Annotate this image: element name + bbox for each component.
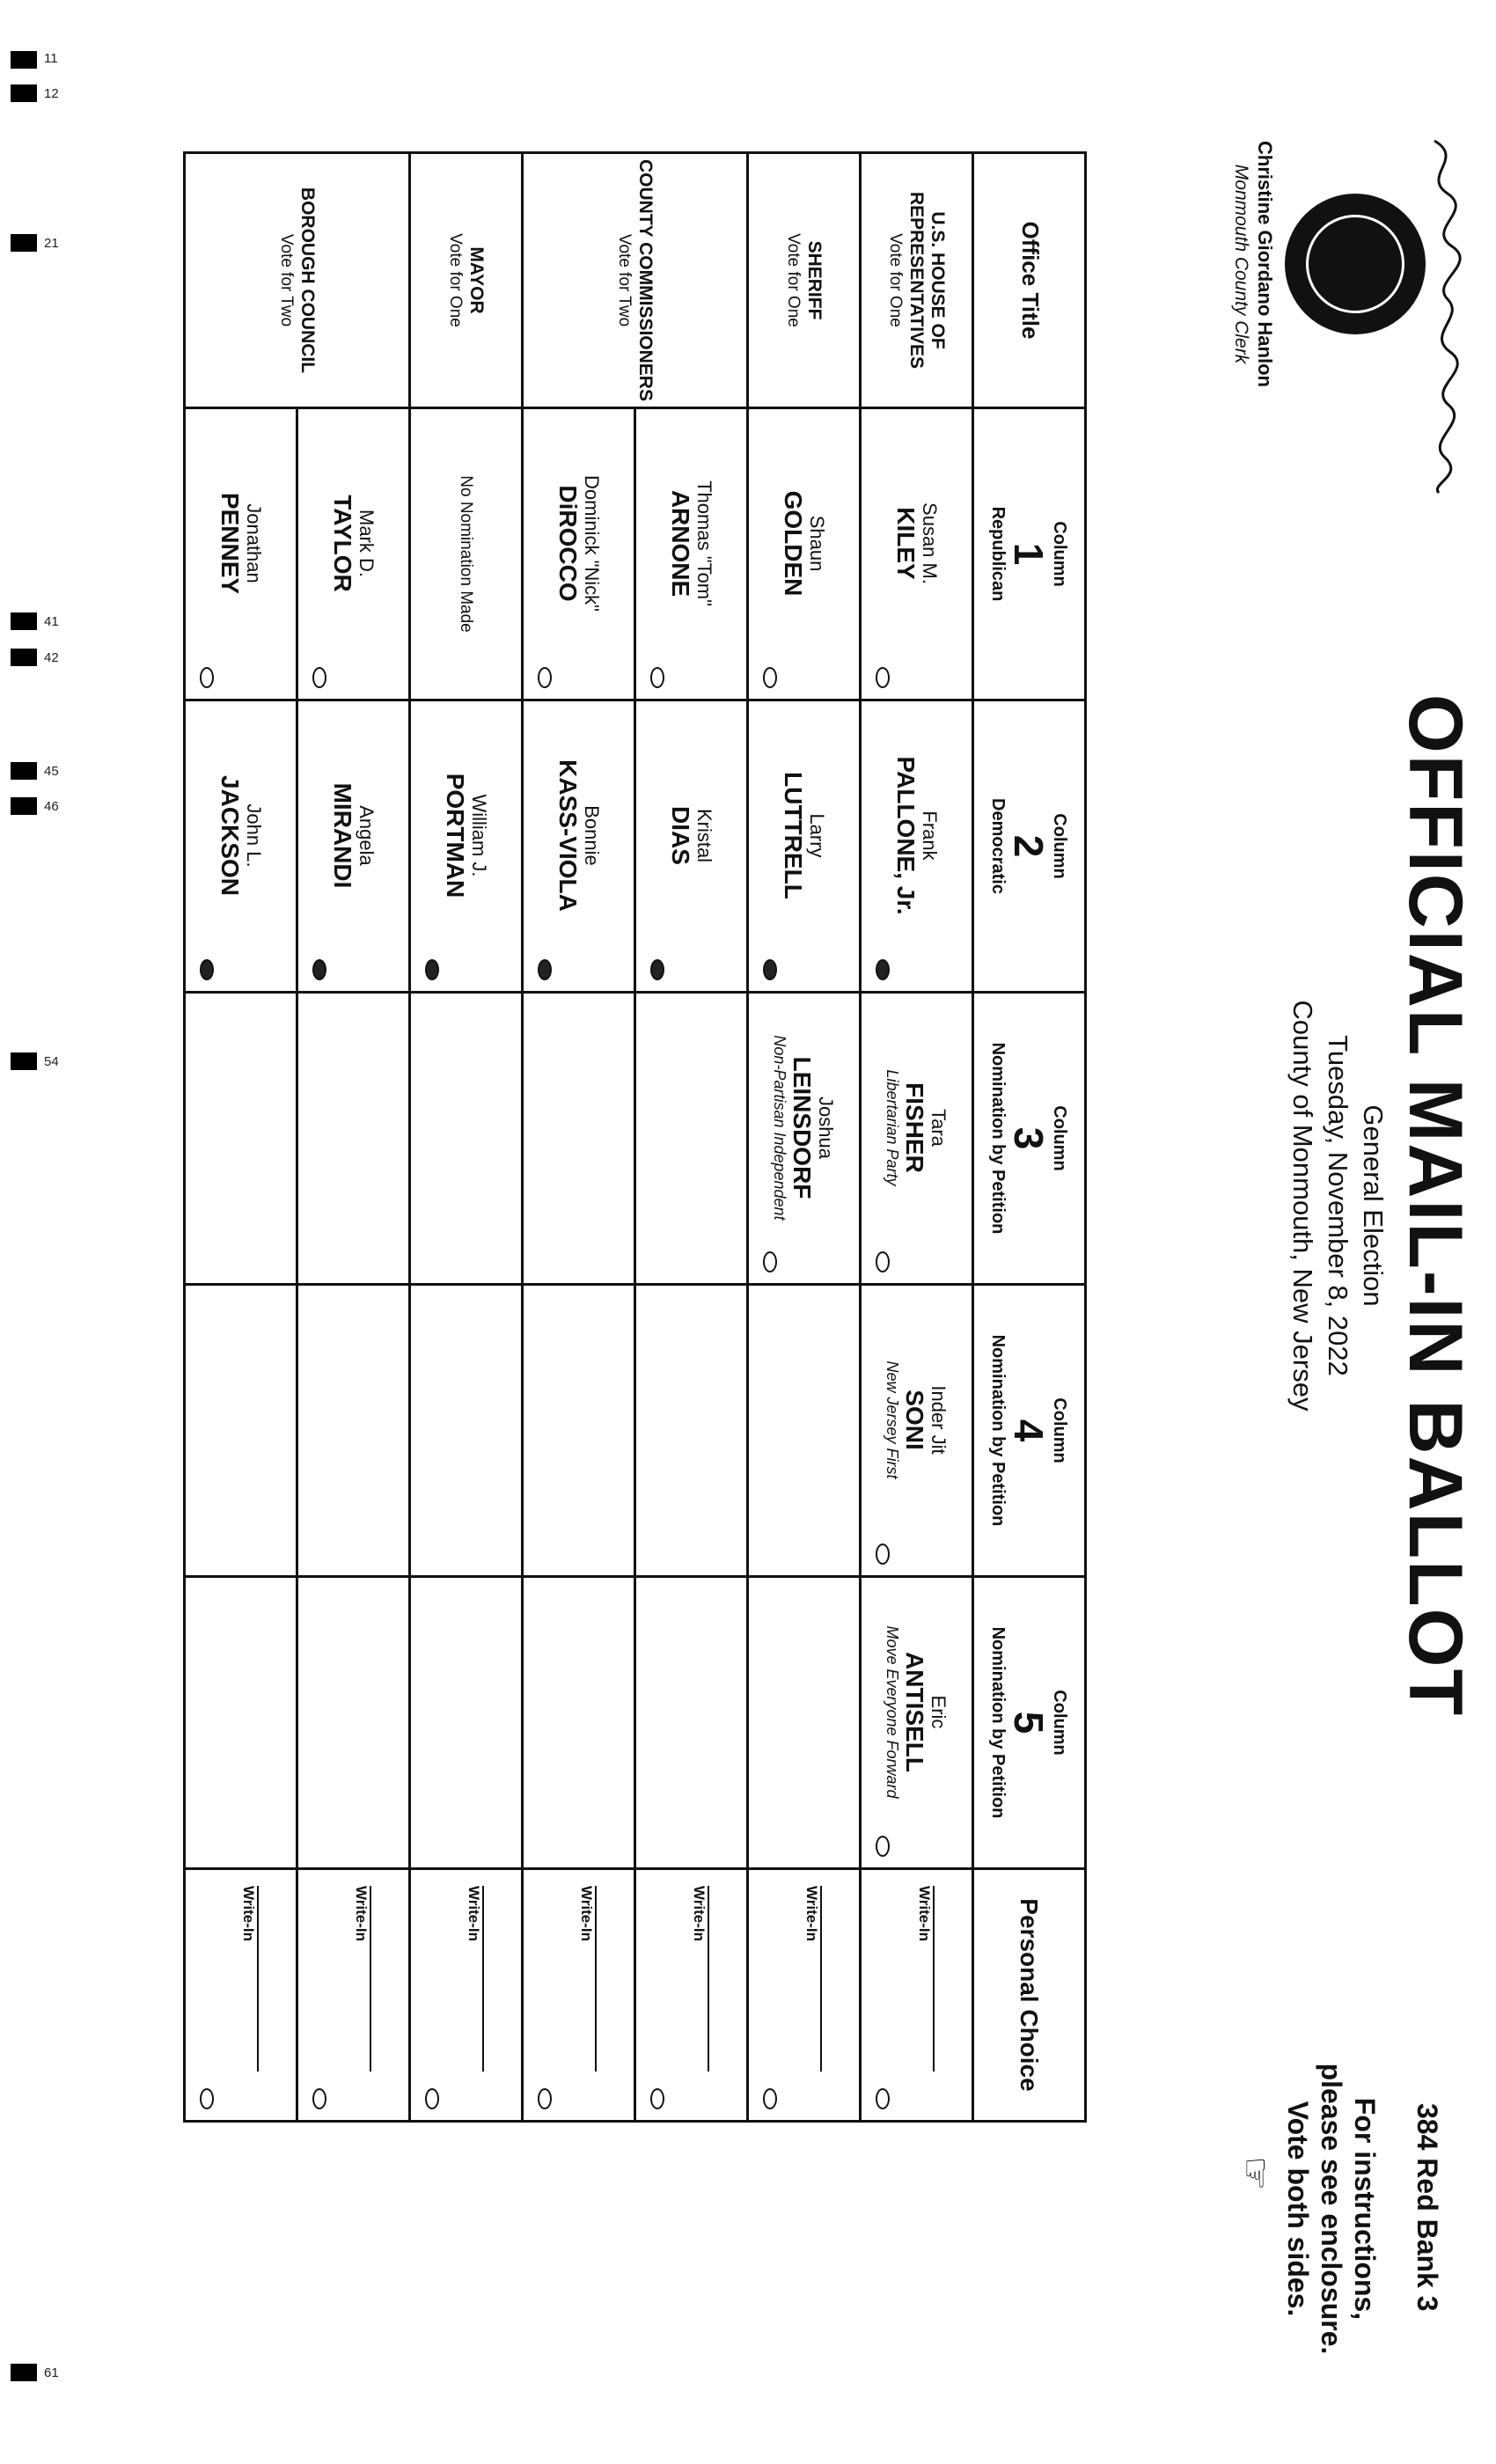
- candidate-last-name: FISHER: [901, 1082, 929, 1173]
- candidate-first-name: Susan M.: [919, 502, 942, 584]
- vote-oval[interactable]: [312, 2088, 326, 2109]
- clerk-signature: [1417, 132, 1470, 502]
- write-in-cell[interactable]: [635, 1869, 748, 2122]
- candidate-last-name: GOLDEN: [780, 490, 808, 597]
- write-in-label: Write-In: [916, 1886, 933, 1941]
- vote-oval[interactable]: [763, 1251, 777, 1272]
- vote-oval[interactable]: [425, 959, 439, 980]
- office-row-council-2: [185, 153, 297, 2122]
- column-header-1: Column 1 Republican: [973, 408, 1086, 700]
- candidate-party: Non-Partisan Independent: [771, 1035, 789, 1221]
- vote-oval[interactable]: [876, 1544, 890, 1565]
- empty-cell: [635, 1285, 748, 1577]
- county-seal-icon: [1285, 194, 1426, 334]
- vote-oval[interactable]: [200, 959, 214, 980]
- write-in-cell[interactable]: [297, 1869, 410, 2122]
- ballot-title: OFFICIAL MAIL-IN BALLOT: [1393, 693, 1478, 1718]
- candidate-first-name: Jonathan: [243, 503, 266, 583]
- column-header-5: Column 5 Nomination by Petition: [973, 1577, 1086, 1869]
- candidate-cell: [635, 408, 748, 700]
- candidate-first-name: Dominick "Nick": [581, 475, 604, 612]
- signature-mark: [1417, 132, 1470, 502]
- empty-cell: [185, 1285, 297, 1577]
- candidate-last-name: PORTMAN: [442, 773, 470, 898]
- empty-cell: [185, 993, 297, 1285]
- election-date: Tuesday, November 8, 2022: [1323, 1035, 1353, 1376]
- empty-cell: [410, 1285, 523, 1577]
- office-council: BOROUGH COUNCIL Vote for Two: [185, 153, 410, 408]
- timing-label: 11: [44, 51, 58, 66]
- candidate-cell: [635, 700, 748, 993]
- candidate-last-name: LEINSDORF: [788, 1056, 817, 1199]
- candidate-first-name: Thomas "Tom": [693, 480, 716, 606]
- empty-cell: [748, 1577, 861, 1869]
- empty-cell: [635, 993, 748, 1285]
- candidate-first-name: William J.: [468, 794, 491, 877]
- empty-cell: [410, 1577, 523, 1869]
- candidate-first-name: Inder Jit: [928, 1385, 950, 1455]
- vote-oval[interactable]: [425, 2088, 439, 2109]
- candidate-first-name: John L.: [243, 803, 266, 868]
- candidate-cell: [861, 1577, 973, 1869]
- header-row: [973, 153, 1086, 2122]
- candidate-first-name: Bonnie: [581, 805, 604, 866]
- vote-oval[interactable]: [200, 2088, 214, 2109]
- candidate-first-name: Shaun: [806, 515, 829, 572]
- write-in-label: Write-In: [803, 1886, 820, 1941]
- office-row-commissioners-2: [523, 153, 635, 2122]
- candidate-last-name: ARNONE: [667, 489, 695, 598]
- empty-cell: [748, 1285, 861, 1577]
- timing-label: 54: [44, 1054, 59, 1069]
- candidate-cell: [185, 408, 297, 700]
- candidate-last-name: PENNEY: [216, 492, 245, 595]
- no-nomination-text: No Nomination Made: [457, 475, 476, 633]
- ballot-grid: [183, 151, 1087, 2123]
- office-commissioners: COUNTY COMMISSIONERS Vote for Two: [523, 153, 748, 408]
- column-header-4: Column 4 Nomination by Petition: [973, 1285, 1086, 1577]
- vote-oval[interactable]: [876, 1251, 890, 1272]
- candidate-cell: [297, 700, 410, 993]
- empty-cell: [523, 1577, 635, 1869]
- office-house: U.S. HOUSE OF REPRESENTATIVES Vote for One: [861, 153, 973, 408]
- vote-oval[interactable]: [650, 667, 664, 688]
- write-in-label: Write-In: [578, 1886, 595, 1941]
- timing-label: 21: [44, 236, 59, 251]
- candidate-cell: [861, 993, 973, 1285]
- candidate-cell: [410, 700, 523, 993]
- pointing-hand-icon: ☞: [1234, 2156, 1277, 2191]
- empty-cell: [635, 1577, 748, 1869]
- candidate-cell: [185, 700, 297, 993]
- empty-cell: [297, 993, 410, 1285]
- candidate-last-name: JACKSON: [216, 775, 245, 896]
- candidate-first-name: Tara: [928, 1109, 950, 1147]
- empty-cell: [410, 993, 523, 1285]
- candidate-last-name: TAYLOR: [329, 495, 357, 592]
- personal-choice-header: Personal Choice: [973, 1869, 1086, 2122]
- write-in-label: Write-In: [240, 1886, 257, 1941]
- vote-oval[interactable]: [650, 959, 664, 980]
- write-in-label: Write-In: [691, 1886, 708, 1941]
- candidate-first-name: Eric: [928, 1695, 950, 1729]
- candidate-party: Move Everyone Forward: [884, 1625, 902, 1799]
- vote-oval[interactable]: [650, 2088, 664, 2109]
- timing-label: 45: [44, 764, 59, 779]
- candidate-cell: [748, 993, 861, 1285]
- timing-label: 61: [44, 2365, 59, 2380]
- vote-oval[interactable]: [876, 2088, 890, 2109]
- candidate-cell: [861, 408, 973, 700]
- candidate-first-name: Frank: [919, 810, 942, 861]
- candidate-last-name: SONI: [901, 1390, 929, 1450]
- candidate-cell: [523, 408, 635, 700]
- candidate-cell: [523, 700, 635, 993]
- candidate-first-name: Larry: [806, 813, 829, 858]
- vote-oval[interactable]: [876, 1836, 890, 1857]
- vote-oval[interactable]: [763, 667, 777, 688]
- candidate-party: Libertarian Party: [884, 1069, 902, 1186]
- candidate-cell: [297, 408, 410, 700]
- timing-label: 46: [44, 799, 59, 814]
- vote-oval[interactable]: [763, 959, 777, 980]
- write-in-cell[interactable]: [185, 1869, 297, 2122]
- vote-oval[interactable]: [876, 667, 890, 688]
- candidate-last-name: PALLONE, Jr.: [892, 756, 920, 915]
- instructions-text: For instructions, please see enclosure. Vote both sides.: [1282, 2063, 1381, 2355]
- candidate-last-name: ANTISELL: [901, 1652, 929, 1772]
- candidate-last-name: DiROCCO: [554, 485, 583, 602]
- empty-cell: [523, 993, 635, 1285]
- election-name: General Election: [1358, 1104, 1389, 1307]
- candidate-first-name: Angela: [356, 805, 378, 866]
- write-in-cell[interactable]: [861, 1869, 973, 2122]
- vote-oval[interactable]: [538, 667, 552, 688]
- column-header-2: Column 2 Democratic: [973, 700, 1086, 993]
- office-row-mayor: [410, 153, 523, 2122]
- vote-oval[interactable]: [763, 2088, 777, 2109]
- office-mayor: MAYOR Vote for One: [410, 153, 523, 408]
- column-header-3: Column 3 Nomination by Petition: [973, 993, 1086, 1285]
- write-in-cell[interactable]: [410, 1869, 523, 2122]
- candidate-last-name: DIAS: [667, 806, 695, 865]
- empty-cell: [523, 1285, 635, 1577]
- empty-cell: [185, 1577, 297, 1869]
- clerk-title: Monmouth County Clerk: [1231, 164, 1251, 364]
- candidate-last-name: KASS-VIOLA: [554, 759, 583, 912]
- office-row-house: [861, 153, 973, 2122]
- election-info: [1285, 880, 1390, 1531]
- candidate-last-name: LUTTRELL: [780, 772, 808, 899]
- timing-label: 12: [44, 86, 59, 101]
- candidate-last-name: MIRANDI: [329, 782, 357, 889]
- candidate-first-name: Joshua: [815, 1096, 838, 1159]
- vote-oval[interactable]: [538, 2088, 552, 2109]
- candidate-first-name: Mark D.: [356, 510, 378, 577]
- office-row-council: [297, 153, 410, 2122]
- empty-cell: [297, 1285, 410, 1577]
- vote-oval[interactable]: [312, 667, 326, 688]
- candidate-cell: [748, 408, 861, 700]
- write-in-label: Write-In: [466, 1886, 482, 1941]
- vote-oval[interactable]: [200, 667, 214, 688]
- timing-label: 42: [44, 650, 59, 665]
- timing-label: 41: [44, 614, 59, 629]
- office-sheriff: SHERIFF Vote for One: [748, 153, 861, 408]
- empty-cell: [297, 1577, 410, 1869]
- candidate-cell: [748, 700, 861, 993]
- candidate-last-name: KILEY: [892, 507, 920, 580]
- vote-oval[interactable]: [312, 959, 326, 980]
- election-county: County of Monmouth, New Jersey: [1287, 1000, 1318, 1412]
- office-row-sheriff: [748, 153, 861, 2122]
- vote-oval[interactable]: [876, 959, 890, 980]
- candidate-cell: [861, 1285, 973, 1577]
- candidate-first-name: Kristal: [693, 808, 716, 863]
- office-row-commissioners: [635, 153, 748, 2122]
- no-nomination-cell: [410, 408, 523, 700]
- write-in-cell[interactable]: [523, 1869, 635, 2122]
- write-in-cell[interactable]: [748, 1869, 861, 2122]
- write-in-label: Write-In: [353, 1886, 370, 1941]
- candidate-cell: [861, 700, 973, 993]
- office-title-header: Office Title: [973, 153, 1086, 408]
- candidate-party: New Jersey First: [884, 1360, 902, 1479]
- vote-oval[interactable]: [538, 959, 552, 980]
- clerk-name: Christine Giordano Hanlon: [1254, 141, 1276, 387]
- ballot-code: 384 Red Bank 3: [1412, 2103, 1443, 2312]
